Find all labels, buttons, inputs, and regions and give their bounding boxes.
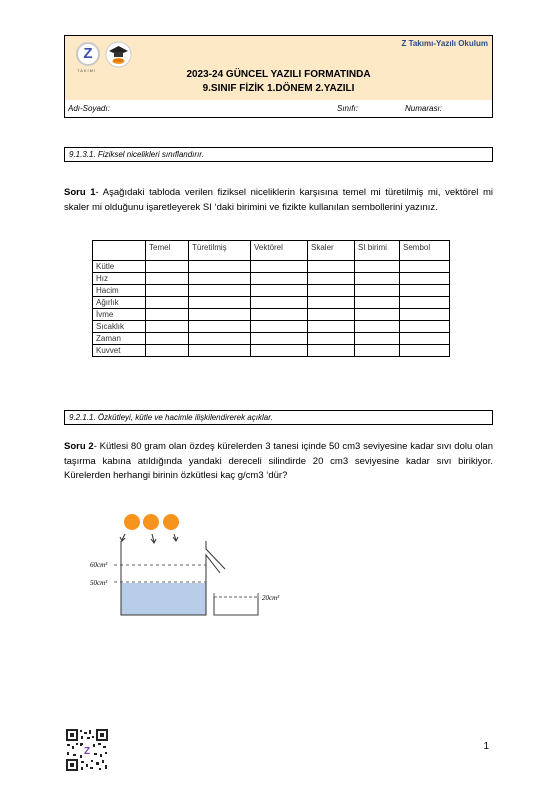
vessel-liquid	[121, 583, 206, 615]
row-label: İvme	[93, 309, 146, 321]
objective-box-1: 9.1.3.1. Fiziksel nicelikleri sınıflandırır.	[64, 147, 493, 162]
table-header-row	[93, 241, 450, 261]
row-label: Hız	[93, 273, 146, 285]
exam-title-line2: 9.SINIF FİZİK 1.DÖNEM 2.YAZILI	[202, 83, 355, 94]
graduation-cap-logo	[105, 41, 132, 68]
graduated-cylinder	[214, 597, 258, 615]
brand-label: Z Takımı-Yazılı Okulum	[401, 39, 488, 48]
quantities-table	[92, 240, 450, 357]
label-20: 20cm³	[262, 594, 280, 602]
table-row	[93, 261, 450, 273]
question-1-label: Soru 1	[64, 187, 96, 198]
table-row	[93, 345, 450, 357]
table-header-cell: Vektörel	[251, 241, 308, 261]
student-info-row	[65, 100, 492, 117]
overflow-vessel-figure	[88, 505, 303, 620]
label-60: 60cm³	[90, 561, 108, 569]
table-header-cell: Temel	[146, 241, 189, 261]
header-banner	[65, 36, 492, 101]
row-label: Ağırlık	[93, 297, 146, 309]
sphere-1	[124, 514, 140, 530]
objective-box-2: 9.2.1.1. Özkütleyi, kütle ve hacimle ilişkilendirerek açıklar.	[64, 410, 493, 425]
table-row	[93, 285, 450, 297]
sphere-2	[143, 514, 159, 530]
name-label: Adı-Soyadı:	[68, 104, 110, 113]
vessel-spout	[206, 541, 225, 569]
page-number: 1	[483, 741, 489, 752]
row-label: Zaman	[93, 333, 146, 345]
exam-title-line1: 2023-24 GÜNCEL YAZILI FORMATINDA	[186, 69, 371, 80]
qr-code[interactable]	[65, 728, 109, 772]
table-header-cell: SI birimi	[355, 241, 400, 261]
question-2	[64, 440, 493, 484]
exam-header	[64, 35, 493, 118]
row-label: Sıcaklık	[93, 321, 146, 333]
falling-arrows	[120, 534, 178, 543]
table-row	[93, 333, 450, 345]
class-label: Sınıfı:	[337, 104, 358, 113]
table-row	[93, 273, 450, 285]
question-1-text: - Aşağıdaki tabloda verilen fiziksel niceliklerin karşısına temel mi türetilmiş mi, vektörel mi skaler mi olduğunu işaretleyerek SI ‘daki birimini ve fizikte kullanılan sembollerini yazınız.	[64, 187, 494, 213]
table-header-cell	[93, 241, 146, 261]
logo-subtext: TAKIMI	[77, 68, 97, 73]
table-header-cell: Sembol	[400, 241, 450, 261]
table-header-cell: Türetilmiş	[189, 241, 251, 261]
number-label: Numarası:	[405, 104, 442, 113]
label-50: 50cm³	[90, 579, 108, 587]
question-1	[64, 186, 493, 215]
table-row	[93, 309, 450, 321]
table-row	[93, 297, 450, 309]
question-2-label: Soru 2	[64, 441, 94, 452]
row-label: Kuvvet	[93, 345, 146, 357]
sphere-3	[163, 514, 179, 530]
row-label: Kütle	[93, 261, 146, 273]
row-label: Hacim	[93, 285, 146, 297]
table-header-cell: Skaler	[308, 241, 355, 261]
z-takimi-logo: Z	[76, 42, 100, 66]
table-row	[93, 321, 450, 333]
svg-text:Z: Z	[84, 746, 91, 757]
question-2-text: - Kütlesi 80 gram olan özdeş kürelerden 3 tanesi içinde 50 cm3 seviyesine kadar sıvı dolu olan taşırma kabına atıldığında yandaki dereceli silindirde 20 cm3 seviyesine kadar sıvı birikiyor. Kürelerden herhangi birinin özkütlesi kaç g/cm3 ‘dür?	[64, 441, 494, 481]
